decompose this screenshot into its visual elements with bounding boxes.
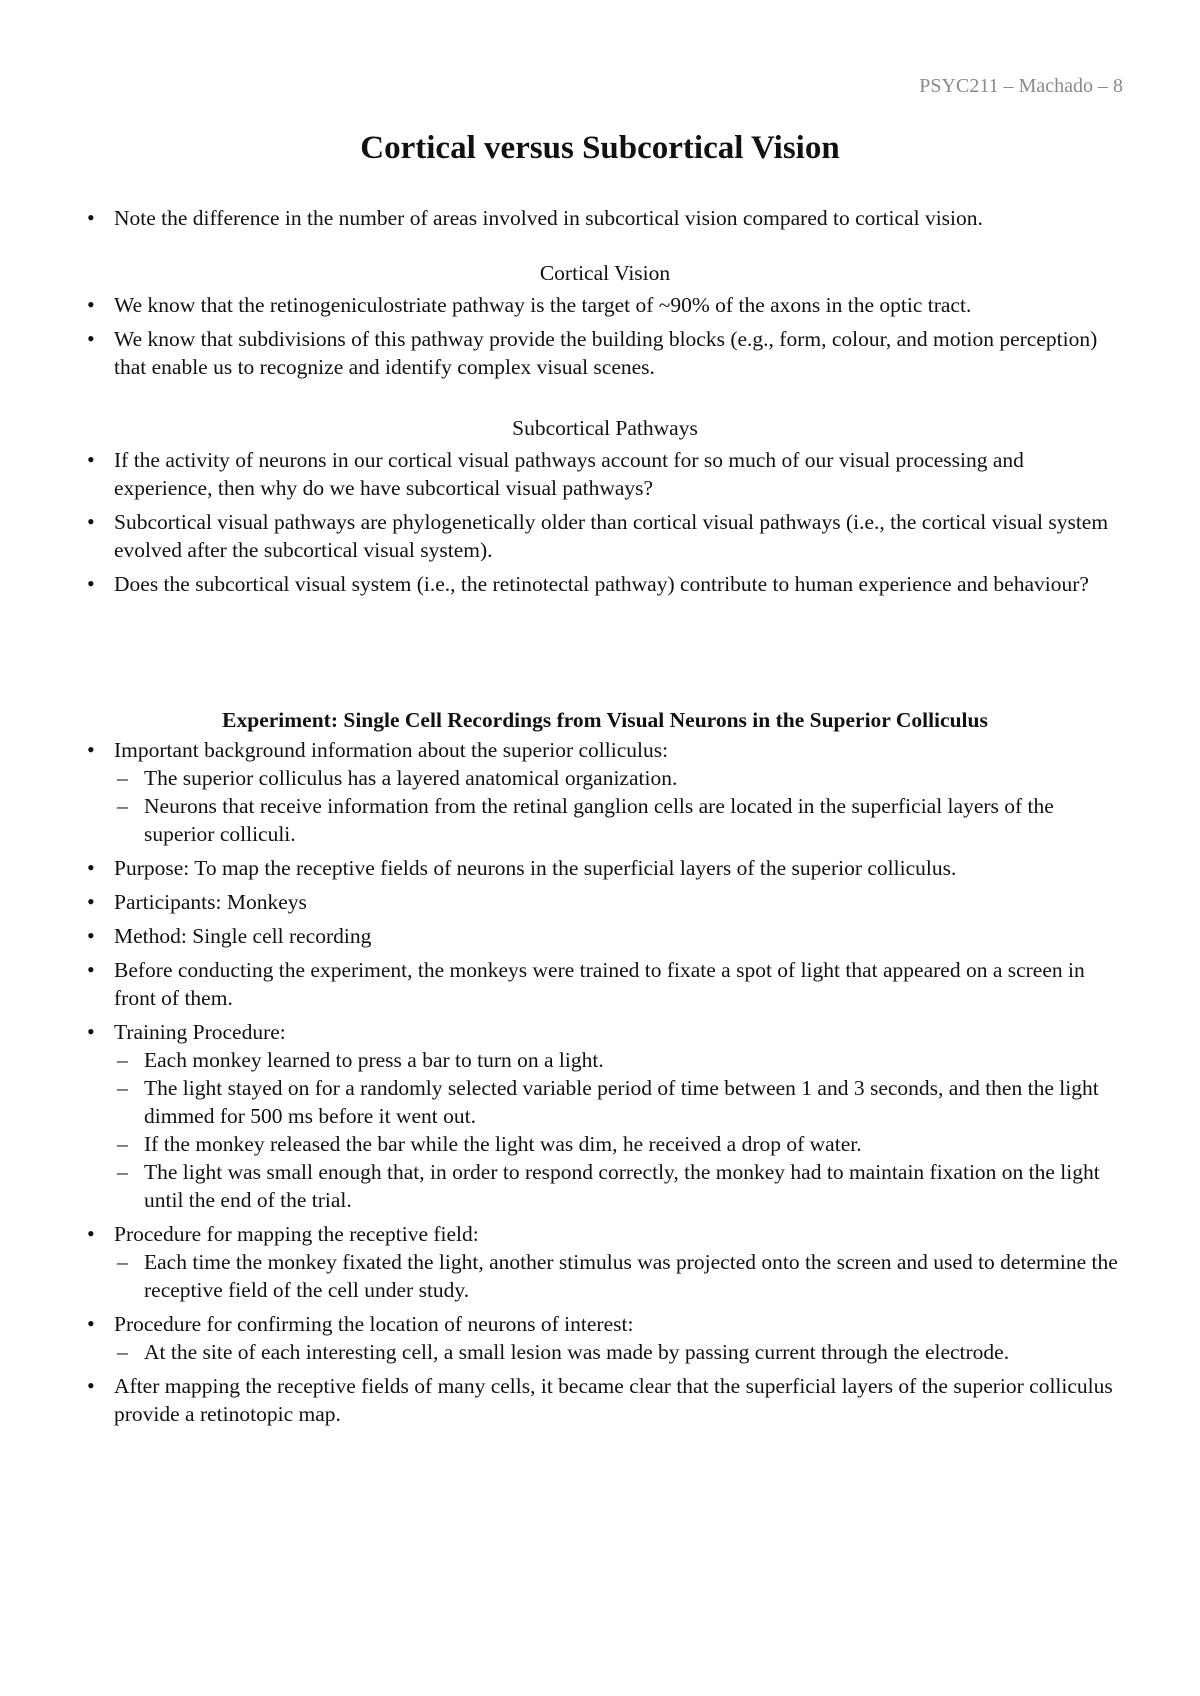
section-heading: Subcortical Pathways xyxy=(512,416,698,440)
list-item: • After mapping the receptive fields of many cells, it became clear that the superficial layers of the superior colliculus provide a retinotopic map. xyxy=(85,1372,1125,1428)
experiment-heading: Experiment: Single Cell Recordings from Visual Neurons in the Superior Colliculus xyxy=(222,708,988,732)
list-item: • Purpose: To map the receptive fields of neurons in the superficial layers of the superior colliculus. xyxy=(85,854,1125,882)
sub-list-item: – At the site of each interesting cell, a small lesion was made by passing current through the electrode. xyxy=(114,1338,1125,1366)
sub-list xyxy=(114,764,1125,848)
page-title: Cortical versus Subcortical Vision xyxy=(360,130,840,166)
list-item: • Note the difference in the number of areas involved in subcortical vision compared to cortical vision. xyxy=(85,204,1125,232)
list-item: • Subcortical visual pathways are phylogenetically older than cortical visual pathways (i.e., the cortical visual system evolved after the subcortical visual system). xyxy=(85,508,1125,564)
list-item: • We know that the retinogeniculostriate pathway is the target of ~90% of the axons in the optic tract. xyxy=(85,291,1125,319)
section-heading: Cortical Vision xyxy=(539,261,671,285)
list-item xyxy=(85,1220,1125,1304)
list-item-text: Training Procedure: xyxy=(114,1020,286,1044)
sub-list-item: – The superior colliculus has a layered anatomical organization. xyxy=(114,764,1125,792)
cortical-list xyxy=(85,291,1125,381)
sub-list-item: – Each time the monkey fixated the light, another stimulus was projected onto the screen and used to determine the receptive field of the cell under study. xyxy=(114,1248,1125,1304)
list-item-text: Important background information about the superior colliculus: xyxy=(114,738,669,762)
running-head: PSYC211 – Machado – 8 xyxy=(919,75,1123,97)
list-item: • Does the subcortical visual system (i.e., the retinotectal pathway) contribute to human experience and behaviour? xyxy=(85,570,1125,598)
sub-list-item: – Neurons that receive information from the retinal ganglion cells are located in the superficial layers of the superior colliculi. xyxy=(114,792,1125,848)
subcortical-section xyxy=(85,414,1125,604)
list-item: • If the activity of neurons in our cortical visual pathways account for so much of our visual processing and experience, then why do we have subcortical visual pathways? xyxy=(85,446,1125,502)
sub-list xyxy=(114,1338,1125,1366)
intro-list xyxy=(85,204,1125,232)
list-item xyxy=(85,1310,1125,1366)
sub-list xyxy=(114,1248,1125,1304)
list-item: • Before conducting the experiment, the monkeys were trained to fixate a spot of light that appeared on a screen in front of them. xyxy=(85,956,1125,1012)
sub-list-item: – The light was small enough that, in order to respond correctly, the monkey had to maintain fixation on the light until the end of the trial. xyxy=(114,1158,1125,1214)
sub-list xyxy=(114,1046,1125,1214)
list-item: • Participants: Monkeys xyxy=(85,888,1125,916)
sub-list-item: – If the monkey released the bar while the light was dim, he received a drop of water. xyxy=(114,1130,1125,1158)
list-item xyxy=(85,1018,1125,1214)
list-item: • Method: Single cell recording xyxy=(85,922,1125,950)
experiment-list xyxy=(85,736,1125,1428)
sub-list-item: – The light stayed on for a randomly selected variable period of time between 1 and 3 seconds, and then the light dimmed for 500 ms before it went out. xyxy=(114,1074,1125,1130)
list-item-text: Procedure for mapping the receptive field: xyxy=(114,1222,479,1246)
cortical-vision-section xyxy=(85,259,1125,387)
sub-list-item: – Each monkey learned to press a bar to turn on a light. xyxy=(114,1046,1125,1074)
experiment-section xyxy=(85,706,1125,1434)
list-item xyxy=(85,736,1125,848)
list-item-text: Procedure for confirming the location of neurons of interest: xyxy=(114,1312,634,1336)
list-item: • We know that subdivisions of this pathway provide the building blocks (e.g., form, colour, and motion perception) that enable us to recognize and identify complex visual scenes. xyxy=(85,325,1125,381)
intro-section xyxy=(85,204,1125,238)
subcortical-list xyxy=(85,446,1125,598)
